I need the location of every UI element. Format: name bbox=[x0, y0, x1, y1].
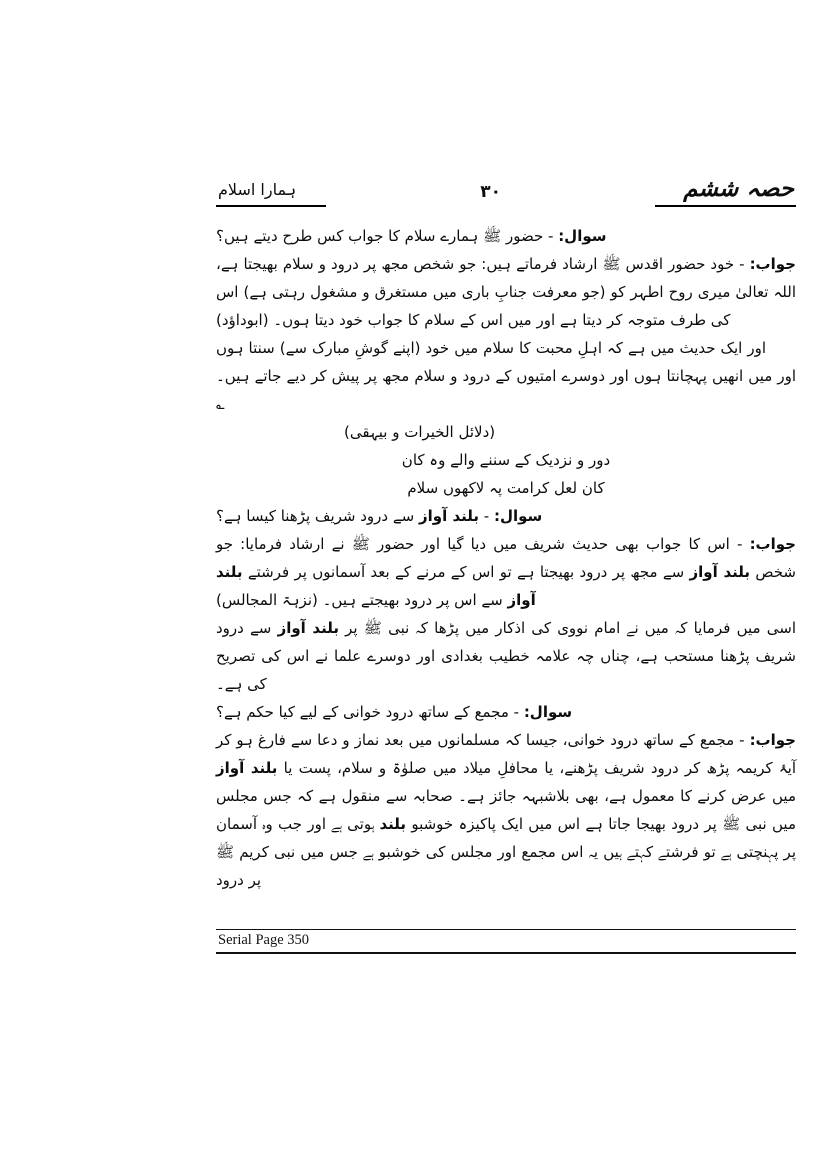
text-run: اور ایک حدیث میں ہے کہ اہلِ محبت کا سلام میں خود (اپنے گوشِ مبارک سے) سنتا ہوں اور میں انھیں پہچانتا ہوں اور دوسرے امتیوں کے درود و سلام مجھ پر پیش کر دیے جاتے ہیں۔ ؎ bbox=[216, 339, 796, 413]
bold-text-run: سوال: bbox=[493, 507, 543, 525]
text-run: میں عرض کرنے کا معمول ہے، بھی بلاشبہہ جائز ہے۔ صحابہ سے منقول ہے کہ جس مجلس میں نبی ﷺ پر درود بھیجا جاتا ہے اس میں ایک پاکیزہ خوشبو bbox=[216, 787, 796, 833]
bold-text-run: بلند آواز bbox=[689, 563, 751, 581]
answer-3 bbox=[216, 726, 796, 894]
text-run: - مجمع کے ساتھ درود خوانی، جیسا کہ مسلمانوں میں بعد نماز و دعا سے فارغ ہو کر آیۂ کریمہ پڑھ کر درود شریف پڑھنے، یا محافلِ میلاد میں صلوٰۃ و سلام، پست یا bbox=[216, 731, 797, 777]
text-run: سے اس پر درود بھیجتے ہیں۔ (نزہۃ المجالس) bbox=[216, 591, 508, 609]
serial-page-label: Serial Page 350 bbox=[218, 932, 310, 948]
page-number: ۳۰ bbox=[480, 181, 502, 202]
page-header bbox=[216, 176, 796, 207]
text-run: اسی میں فرمایا کہ میں نے امام نووی کی اذکار میں پڑھا کہ نبی ﷺ پر bbox=[338, 619, 796, 637]
text-run: سے درود شریف پڑھنا مستحب ہے، چناں چہ علامہ خطیب بغدادی اور دوسرے علما نے اس کی تصریح کی ہے۔ bbox=[216, 619, 796, 693]
page-body bbox=[216, 222, 796, 894]
question-3 bbox=[216, 698, 796, 726]
bold-text-run: جواب: bbox=[749, 535, 796, 553]
bold-text-run: جواب: bbox=[749, 731, 796, 749]
hadith-paragraph bbox=[216, 334, 796, 418]
question-1 bbox=[216, 222, 796, 250]
page-footer bbox=[216, 929, 796, 954]
text-run: سے مجھ پر درود بھیجتا ہے تو اس کے مرنے کے بعد آسمانوں پر فرشتے bbox=[242, 563, 690, 581]
bold-text-run: بلند آواز bbox=[277, 619, 339, 637]
answer-1 bbox=[216, 250, 796, 334]
text-run: ہوتی ہے اور جب وہ آسمان پر پہنچتی ہے تو فرشتے کہتے ہیں یہ اس مجمع اور مجلس کی خوشبو ہے جس میں نبی کریم ﷺ پر درود bbox=[216, 815, 796, 889]
text-run: - اس کا جواب بھی حدیث شریف میں دیا گیا اور حضور ﷺ نے ارشاد فرمایا: جو شخص bbox=[216, 535, 796, 581]
question-2 bbox=[216, 502, 796, 530]
bold-text-run: بلند آواز bbox=[216, 563, 536, 609]
bold-text-run: بلند آواز bbox=[418, 507, 479, 525]
bold-text-run: جواب: bbox=[749, 255, 796, 273]
part-title: حصہ ششم bbox=[655, 176, 796, 207]
bold-text-run: سوال: bbox=[523, 703, 573, 721]
bold-text-run: بلند bbox=[379, 815, 407, 833]
bold-text-run: سوال: bbox=[558, 227, 607, 245]
verse-line-1: دور و نزدیک کے سننے والے وہ کان bbox=[401, 451, 611, 469]
text-run: - bbox=[479, 507, 494, 525]
running-book-title: ہمارا اسلام bbox=[216, 178, 326, 207]
nawawi-paragraph bbox=[216, 614, 796, 698]
text-run: سے درود شریف پڑھنا کیسا ہے؟ bbox=[216, 507, 419, 525]
verse-line-2: کان لعل کرامت پہ لاکھوں سلام bbox=[407, 479, 605, 497]
text-run: - خود حضور اقدس ﷺ ارشاد فرماتے ہیں: جو شخص مجھ پر درود و سلام بھیجتا ہے، اللہ تعالیٰ میری روح اطہر کو (جو معرفت جنابِ باری میں مستغرق و مشغول رہتی ہے) اس کی طرف متوجہ کر دیتا ہے اور میں اس کے سلام کا جواب خود دیتا ہوں۔ (ابوداؤد) bbox=[216, 255, 796, 329]
text-run: - مجمع کے ساتھ درود خوانی کے لیے کیا حکم ہے؟ bbox=[216, 703, 524, 721]
text-run: - حضور ﷺ ہمارے سلام کا جواب کس طرح دیتے ہیں؟ bbox=[216, 227, 559, 245]
source-attribution: (دلائل الخیرات و بیہقی) bbox=[344, 423, 496, 441]
bold-text-run: بلند آواز bbox=[216, 759, 278, 777]
answer-2 bbox=[216, 530, 796, 614]
